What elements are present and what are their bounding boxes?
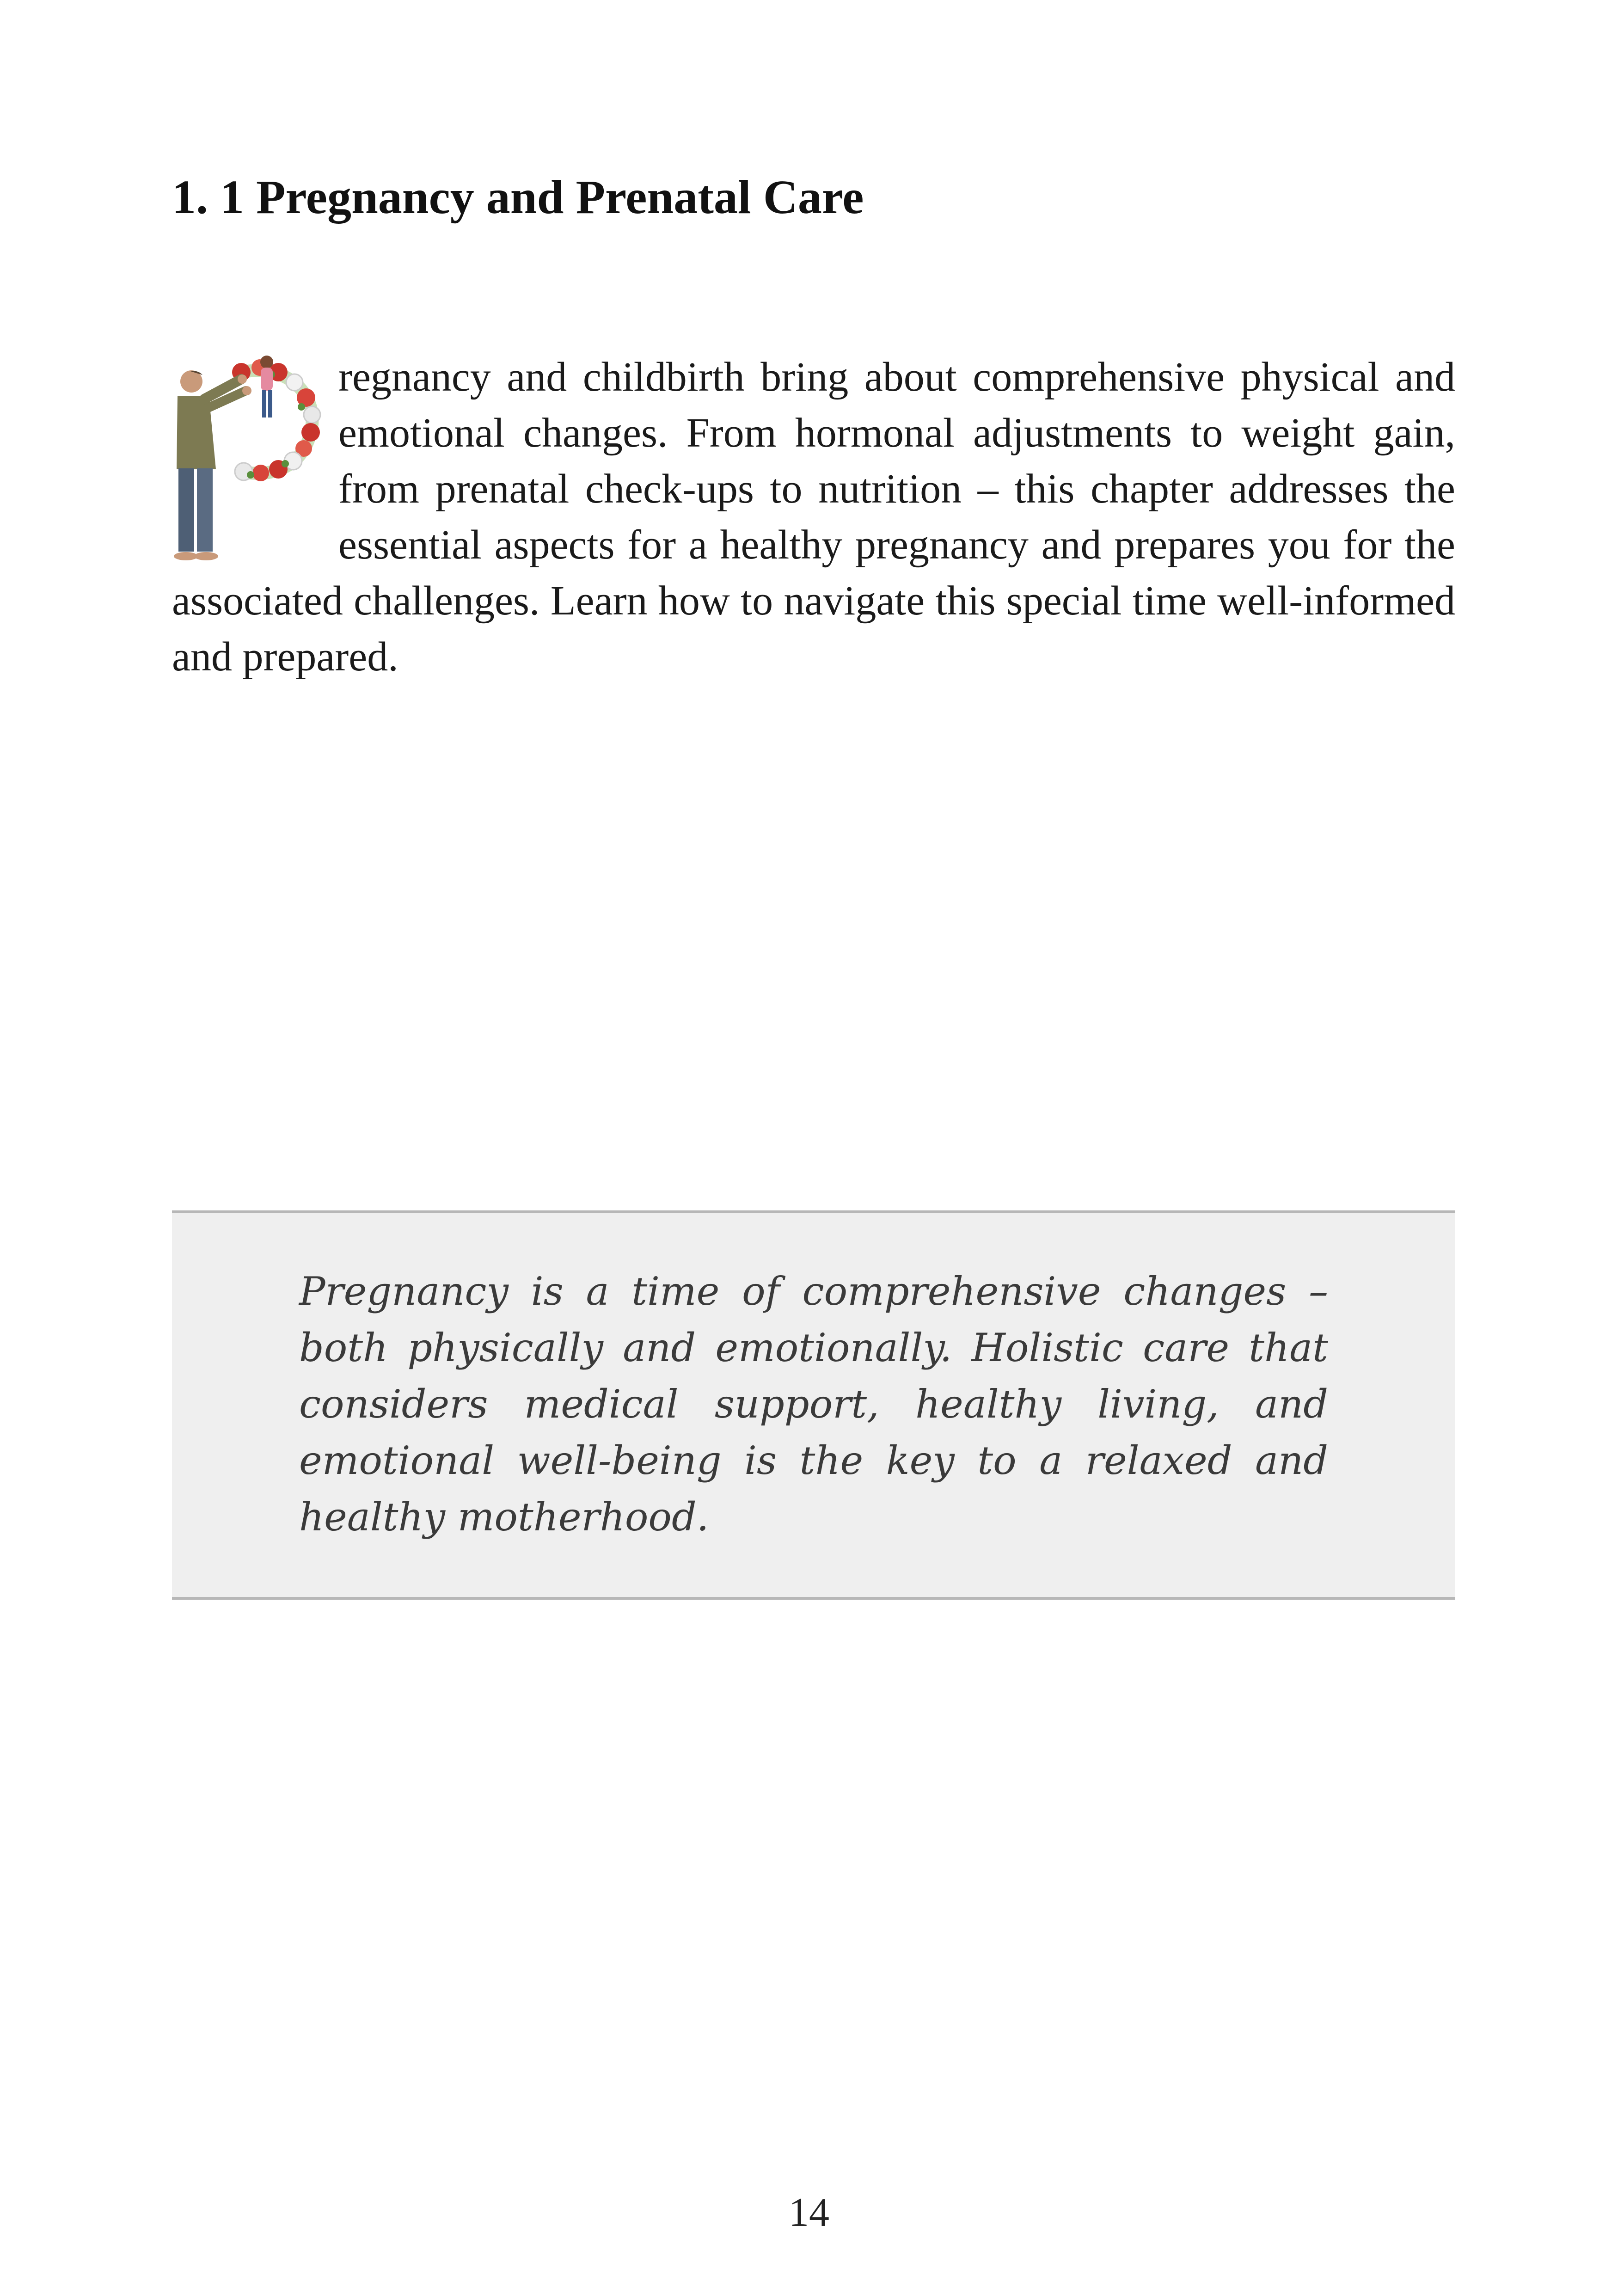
drop-cap-letter-illustration <box>172 354 326 565</box>
quote-box <box>172 1210 1455 1600</box>
page-number: 14 <box>789 2190 829 2235</box>
quote-text: Pregnancy is a time of comprehensive changes – both physically and emotionally. Holistic care that considers medical support, healthy living, and emotional well-being is the key to a relaxed and healthy motherhood. <box>299 1269 1328 1540</box>
intro-text: regnancy and childbirth bring about comprehensive physical and emotional changes. From hormonal adjustments to weight gain, from prenatal check-ups to nutrition – this chapter addresses the essential aspects for a healthy pregnancy and prepares you for the associated challenges. Learn how to navigate this special time well-informed and prepared. <box>172 354 1455 680</box>
child-figure <box>260 356 273 417</box>
intro-paragraph <box>172 349 1455 685</box>
section-title: 1. 1 Pregnancy and Prenatal Care <box>172 171 864 224</box>
